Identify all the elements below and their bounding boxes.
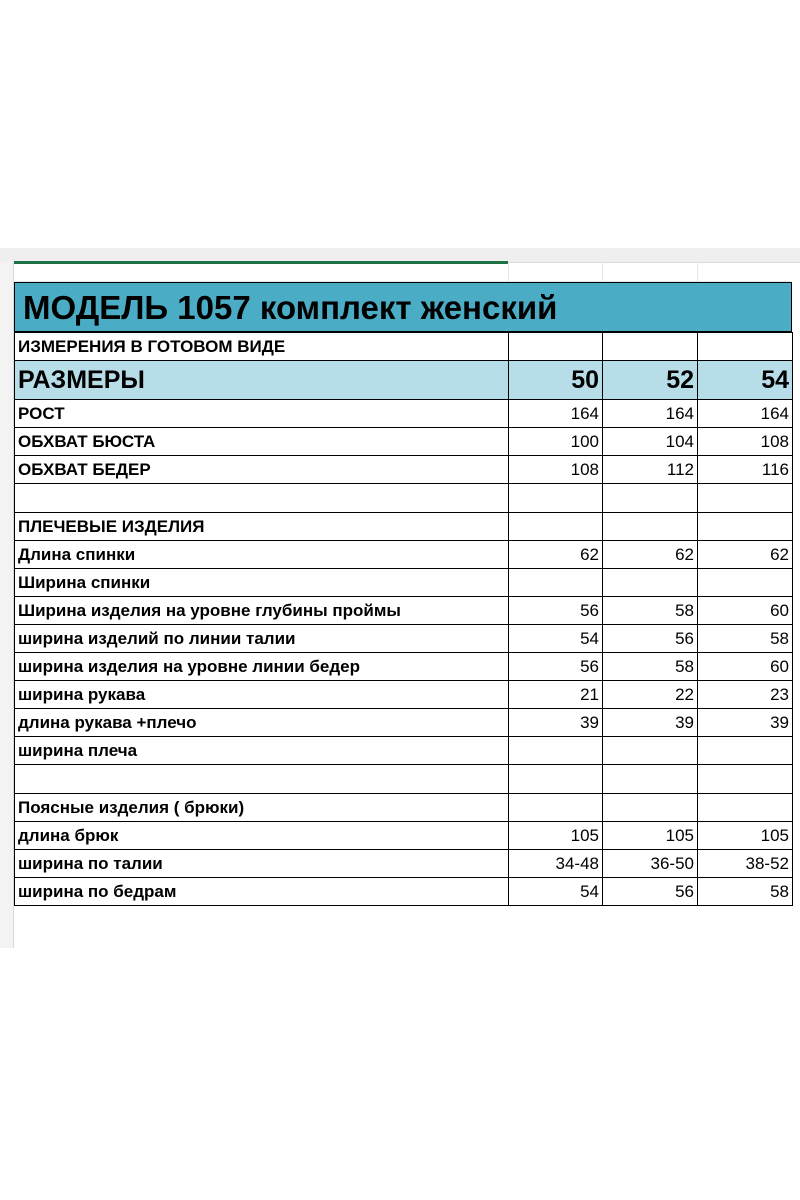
value-cell[interactable]: 164	[603, 400, 698, 428]
value-cell[interactable]	[698, 794, 793, 822]
value-cell[interactable]: 58	[698, 878, 793, 906]
size-header-cell[interactable]: 52	[603, 361, 698, 400]
table-row	[15, 653, 793, 681]
value-cell[interactable]: 100	[509, 428, 603, 456]
row-label-cell[interactable]: ширина плеча	[15, 737, 509, 765]
size-header-cell[interactable]: 50	[509, 361, 603, 400]
row-label-cell[interactable]: длина брюк	[15, 822, 509, 850]
title-bar	[14, 282, 792, 332]
value-cell[interactable]: 112	[603, 456, 698, 484]
row-label-cell[interactable]: ПЛЕЧЕВЫЕ ИЗДЕЛИЯ	[15, 513, 509, 541]
row-label-cell[interactable]: Длина спинки	[15, 541, 509, 569]
table-row	[15, 625, 793, 653]
row-label-cell[interactable]: длина рукава +плечо	[15, 709, 509, 737]
row-label-cell[interactable]: ОБХВАТ БЕДЕР	[15, 456, 509, 484]
value-cell[interactable]: 62	[698, 541, 793, 569]
value-cell[interactable]: 21	[509, 681, 603, 709]
value-cell[interactable]: 116	[698, 456, 793, 484]
table-row	[15, 456, 793, 484]
value-cell[interactable]: 58	[603, 653, 698, 681]
value-cell[interactable]: 58	[603, 597, 698, 625]
value-cell[interactable]: 34-48	[509, 850, 603, 878]
row-label-cell[interactable]: ширина по талии	[15, 850, 509, 878]
value-cell[interactable]: 56	[603, 878, 698, 906]
size-header-cell[interactable]: 54	[698, 361, 793, 400]
row-header-strip	[0, 262, 14, 948]
row-label-cell[interactable]: ОБХВАТ БЮСТА	[15, 428, 509, 456]
value-cell[interactable]	[509, 765, 603, 794]
table-row	[15, 428, 793, 456]
value-cell[interactable]: 23	[698, 681, 793, 709]
table-row	[15, 484, 793, 513]
value-cell[interactable]: 105	[698, 822, 793, 850]
value-cell[interactable]: 104	[603, 428, 698, 456]
value-cell[interactable]	[603, 513, 698, 541]
value-cell[interactable]: 22	[603, 681, 698, 709]
value-cell[interactable]: 62	[603, 541, 698, 569]
value-cell[interactable]: 108	[509, 456, 603, 484]
value-cell[interactable]: 105	[603, 822, 698, 850]
value-cell[interactable]	[603, 484, 698, 513]
value-cell[interactable]	[509, 569, 603, 597]
subtitle-row	[15, 333, 793, 361]
row-label-cell[interactable]: Ширина спинки	[15, 569, 509, 597]
value-cell[interactable]: 38-52	[698, 850, 793, 878]
value-cell[interactable]: 58	[698, 625, 793, 653]
value-cell[interactable]: 54	[509, 878, 603, 906]
row-label-cell[interactable]: Поясные изделия ( брюки)	[15, 794, 509, 822]
value-cell[interactable]: 39	[698, 709, 793, 737]
value-cell[interactable]: 56	[603, 625, 698, 653]
value-cell[interactable]: 164	[698, 400, 793, 428]
row-label-cell[interactable]	[15, 484, 509, 513]
row-label-cell[interactable]: ширина рукава	[15, 681, 509, 709]
value-cell[interactable]: 56	[509, 653, 603, 681]
table-row	[15, 400, 793, 428]
value-cell[interactable]: 56	[509, 597, 603, 625]
table-row	[15, 513, 793, 541]
value-cell[interactable]: 60	[698, 653, 793, 681]
table-row	[15, 681, 793, 709]
value-cell[interactable]	[603, 569, 698, 597]
value-cell[interactable]	[509, 794, 603, 822]
value-cell[interactable]: 39	[509, 709, 603, 737]
value-cell[interactable]	[509, 484, 603, 513]
value-cell[interactable]	[698, 513, 793, 541]
value-cell[interactable]: 105	[509, 822, 603, 850]
cell[interactable]	[698, 333, 793, 361]
table-row	[15, 597, 793, 625]
value-cell[interactable]: 54	[509, 625, 603, 653]
row-label-cell[interactable]: ширина по бедрам	[15, 878, 509, 906]
row-label-cell[interactable]	[15, 765, 509, 794]
table-row	[15, 765, 793, 794]
cell[interactable]	[509, 333, 603, 361]
table-row	[15, 709, 793, 737]
row-label-cell[interactable]: РОСТ	[15, 400, 509, 428]
subtitle-cell[interactable]: ИЗМЕРЕНИЯ В ГОТОВОМ ВИДЕ	[15, 333, 509, 361]
value-cell[interactable]	[698, 484, 793, 513]
value-cell[interactable]	[698, 569, 793, 597]
sizes-header-row	[15, 361, 793, 400]
sizes-label-cell[interactable]: РАЗМЕРЫ	[15, 361, 509, 400]
value-cell[interactable]	[698, 737, 793, 765]
page-title: МОДЕЛЬ 1057 комплект женский	[23, 289, 558, 326]
value-cell[interactable]: 108	[698, 428, 793, 456]
row-label-cell[interactable]: ширина изделия на уровне линии бедер	[15, 653, 509, 681]
size-table	[14, 332, 793, 906]
table-row	[15, 822, 793, 850]
table-row	[15, 541, 793, 569]
table-row	[15, 569, 793, 597]
value-cell[interactable]	[603, 737, 698, 765]
value-cell[interactable]	[509, 513, 603, 541]
value-cell[interactable]	[509, 737, 603, 765]
table-row	[15, 850, 793, 878]
value-cell[interactable]: 39	[603, 709, 698, 737]
cell[interactable]	[603, 333, 698, 361]
value-cell[interactable]	[603, 794, 698, 822]
value-cell[interactable]: 60	[698, 597, 793, 625]
selected-column-indicator	[14, 261, 508, 264]
value-cell[interactable]	[603, 765, 698, 794]
table-row	[15, 737, 793, 765]
value-cell[interactable]: 164	[509, 400, 603, 428]
value-cell[interactable]: 36-50	[603, 850, 698, 878]
row-label-cell[interactable]: ширина изделий по линии талии	[15, 625, 509, 653]
row-label-cell[interactable]: Ширина изделия на уровне глубины проймы	[15, 597, 509, 625]
table-row	[15, 878, 793, 906]
value-cell[interactable]	[698, 765, 793, 794]
spreadsheet	[0, 248, 800, 948]
table-row	[15, 794, 793, 822]
value-cell[interactable]: 62	[509, 541, 603, 569]
